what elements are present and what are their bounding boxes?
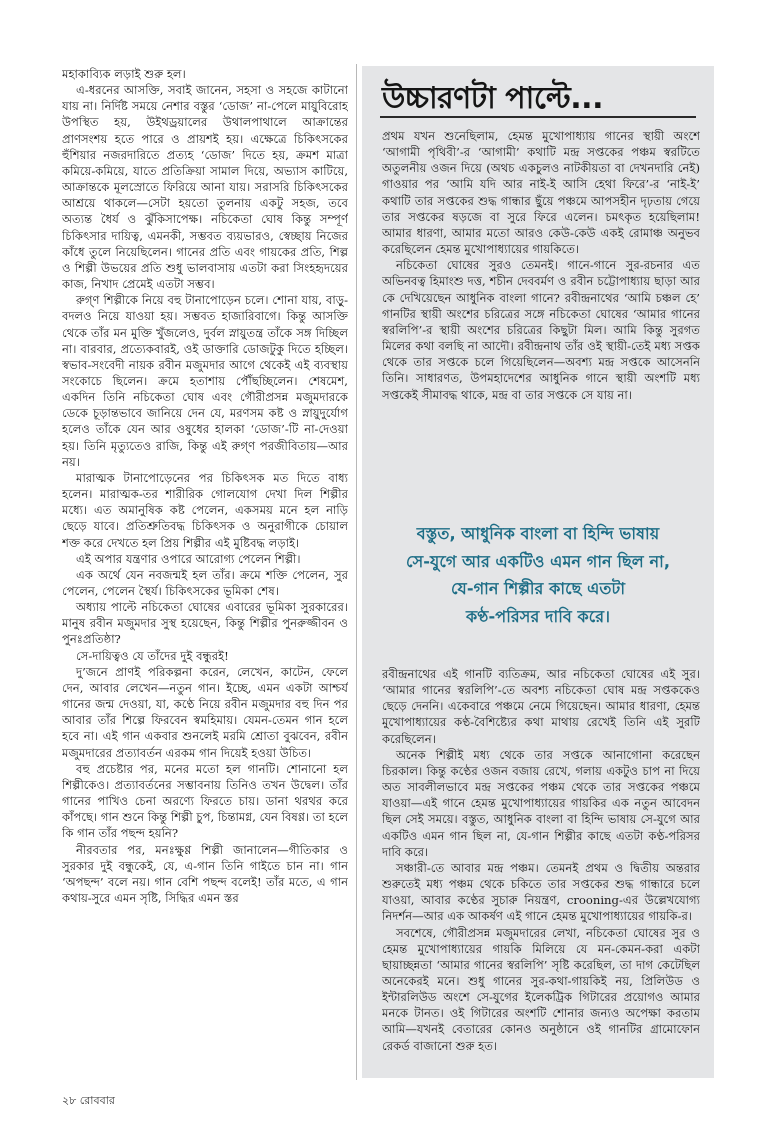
- sidebar-title: উচ্চারণটা পাল্টে...: [382, 81, 603, 116]
- left-paragraph: মারাত্মক টানাপোড়েনের পর চিকিৎসক মত দিতে বাধ্য হলেন। মারাত্মক-তর শারীরিক গোলযোগ দেখা দিল শিল্পীর মধ্যে। এত অমানুষিক কষ্ট পেলেন, একসময় মনে হল নাড়ি ছেড়ে যাবে। প্রতিশ্রুতিবদ্ধ চিকিৎসক ও অনুরাগীকে চোয়াল শক্ত করে দেখতে হল প্রিয় শিল্পীর এই মুষ্টিবদ্ধ লড়াই।: [62, 470, 348, 550]
- pull-quote-line: সে-যুগে আর একটিও এমন গান ছিল না,: [406, 551, 670, 571]
- left-paragraph: দু’জনে প্রাণই পরিকল্পনা করেন, লেখেন, কাটেন, ফেলে দেন, আবার লেখেন—নতুন গান। ইচ্ছে, এমন একটা আশ্চর্য গানের জন্ম দেওয়া, যা, কণ্ঠে নিয়ে রবীন মজুমদার বহু দিন পর আবার তাঁর শিল্পে ফিরবেন স্বমহিমায়। যেমন-তেমন গান হলে হবে না। এই গান একবার শুনলেই মরমি শ্রোতা বুঝবেন, রবীন মজুমদারের প্রত্যাবর্তন এরকম গান দিয়েই হওয়া উচিত।: [62, 664, 348, 760]
- sidebar-text-bottom: [382, 666, 700, 1074]
- sidebar-paragraph: নচিকেতা ঘোষের সুরও তেমনই। গানে-গানে সুর-রচনার এত অভিনবত্ব হিমাংশু দত্ত, শচীন দেববর্মণ ও রবীন চট্টোপাধ্যায় ছাড়া আর কে দেখিয়েছেন আধুনিক বাংলা গানে? রবীন্দ্রনাথের ‘আমি চঞ্চল হে’ গানটির স্থায়ী অংশের চরিত্রের সঙ্গে নচিকেতা ঘোষের ‘আমার গানের স্বরলিপি’-র স্থায়ী অংশের চরিত্রের কিছুটা মিল। আমি কিন্তু সুরগত মিলের কথা বলছি না আদৌ। রবীন্দ্রনাথ তাঁর ওই স্থায়ী-তেই মধ্য সপ্তক থেকে তার সপ্তকে চলে গিয়েছিলেন—অবশ্য মন্দ্র সপ্তকে আসেননি তিনি। সাধারণত, উপমহাদেশের আধুনিক গানে স্থায়ী অংশটি মধ্য সপ্তকেই সীমাবদ্ধ থাকে, মন্দ্র বা তার সপ্তকে সে যায় না।: [382, 258, 700, 402]
- pull-quote: [372, 520, 704, 630]
- left-paragraph: অধ্যায় পাল্টে নচিকেতা ঘোষের এবারের ভূমিকা সুরকারের। মানুষ রবীন মজুমদার সুস্থ হয়েছেন, কিন্তু শিল্পীর পুনরুজ্জীবন ও পুনঃপ্রতিষ্ঠা?: [62, 600, 348, 647]
- left-paragraph: এক অর্থে যেন নবজন্মই হল তাঁর। ক্রমে শক্তি পেলেন, সুর পেলেন, পেলেন স্থৈর্য। চিকিৎসকের ভূমিকা শেষ।: [62, 567, 348, 598]
- page-number: ২৮: [62, 1094, 77, 1107]
- title-rule: [380, 116, 696, 118]
- sidebar-paragraph: রবীন্দ্রনাথের এই গানটি ব্যতিক্রম, আর নচিকেতা ঘোষের এই সুর। ‘আমার গানের স্বরলিপি’-তে অবশ্য নচিকেতা ঘোষ মন্দ্র সপ্তককেও ছেড়ে দেননি। একেবারে পঞ্চমে নেমে গিয়েছেন। আমার ধারণা, হেমন্ত মুখোপাধ্যায়ের কণ্ঠ-বৈশিষ্ট্যের কথা মাথায় রেখেই তিনি এই সুরটি করেছিলেন।: [382, 667, 700, 746]
- sidebar-text-top: [382, 128, 700, 504]
- left-paragraph: এ-ধরনের আসক্তি, সবাই জানেন, সহসা ও সহজে কাটানো যায় না। নির্দিষ্ট সময়ে নেশার বস্তুর ‘ডোজ’ না-পেলে মায়ুবিরোহ উপস্থিত হয়, উইথড্রয়ালের উথালপাথালে আক্রান্তের প্রাণসংশয় হতে পারে ও প্রায়শই হয়। এক্ষেত্রে চিকিৎসকের হুঁশিয়ার নজরদারিতে প্রত্যহ ‘ডোজ’ দিতে হয়, ক্রমশ মাত্রা কমিয়ে-কমিয়ে, যাতে প্রতিক্রিয়া সামাল দিয়ে, অভ্যাস কাটিয়ে, আক্রান্তকে মূলস্রোতে ফিরিয়ে আনা যায়। সরাসরি চিকিৎসকের আশ্রয়ে থাকলে—সেটা হয়তো তুলনায় একটু সহজ, তবে অত্যন্ত ধৈর্য ও ঝুঁকিসাপেক্ষ। নচিকেতা ঘোষ কিন্তু সম্পূর্ণ চিকিৎসার দায়িত্ব, এমনকী, সম্ভবত ব্যয়ভারও, স্বেচ্ছায় নিজের কাঁধে তুলে নিয়েছিলেন। গানের প্রতি এবং গায়কের প্রতি, শিল্প ও শিল্পী উভয়ের প্রতি শুধু ভালবাসায় এতটা করা সিংহহৃদয়ের কাজ, নিখাদ প্রেমেই এতটা সম্ভব।: [62, 83, 348, 292]
- column-divider: [356, 64, 357, 1080]
- left-paragraph: এই অপার যন্ত্রণার ওপারে আরোগ্য পেলেন শিল্পী।: [76, 551, 301, 566]
- pull-quote-line: যে-গান শিল্পীর কাছে এতটা: [450, 579, 626, 598]
- left-column: [62, 66, 348, 1066]
- sidebar-box: [362, 66, 714, 1078]
- pull-quote-line: বস্তুত, আধুনিক বাংলা বা হিন্দি ভাষায়: [416, 524, 660, 543]
- sidebar-paragraph: প্রথম যখন শুনেছিলাম, হেমন্ত মুখোপাধ্যায় গানের স্থায়ী অংশে ‘আগামী পৃথিবী’-র ‘আগামী’ কথাটি মন্দ্র সপ্তকের পঞ্চম স্বরটিতে অতুলনীয় ওজন দিয়ে (অথচ একচুলও নাটকীয়তা বা দেখনদারি নেই) গাওয়ার পর ‘আমি যদি আর নাই-ই আসি হেথা ফিরে’-র ‘নাই-ই’ কথাটি তার সপ্তকের শুদ্ধ গান্ধার ছুঁয়ে পঞ্চমে আপসহীন দৃঢ়তায় গেয়ে তার সপ্তকের ষড়জে বা সুরে ফিরে এলেন। চমৎকৃত হয়েছিলাম! আমার ধারণা, আমার মতো আরও কেউ-কেউ একই রোমাঞ্চ অনুভব করেছিলেন হেমন্ত মুখোপাধ্যায়ের গায়কিতে।: [382, 129, 700, 257]
- left-paragraph: রুগ্ণ শিল্পীকে নিয়ে বহু টানাপোড়েন চলে। শোনা যায়, বাড়ু-বদলও নিয়ে যাওয়া হয়। সম্ভবত হাজারিবাগে। কিন্তু আসক্তি থেকে তাঁর মন মুক্তি খুঁজলেও, দুর্বল স্নায়ুতন্ত্র তাঁকে সঙ্গ দিচ্ছিল না। বারবার, প্রত্যেকবারই, ওই ডাক্তারি ডোজটুকু দিতে হচ্ছিল। স্বভাব-সংবেদী নায়ক রবীন মজুমদার আগে থেকেই এই ব্যবস্থায় সংকোচে ছিলেন। ক্রমে হতাশায় পৌঁছচ্ছিলেন। শেষমেশ, একদিন তিনি নচিকেতা ঘোষ এবং গৌরীপ্রসন্ন মজুমদারকে ডেকে চূড়ান্তভাবে জানিয়ে দেন যে, মরণসম কষ্ট ও স্নায়ুদুর্যোগ হলেও তাঁকে যেন আর ওষুধের হালকা ‘ডোজ’-টি না-দেওয়া হয়। তিনি মৃত্যুতেও রাজি, কিন্তু এই রুগ্ণ পরজীবিতায়—আর নয়।: [62, 293, 348, 469]
- left-paragraph: নীরবতার পর, মনঃক্ষুণ্ণ শিল্পী জানালেন—গীতিকার ও সুরকার দুই বন্ধুকেই, যে, এ-গান তিনি গাইতে চান না। গান ‘অপছন্দ’ বলে নয়। গান বেশি পছন্দ বলেই! তাঁর মতে, এ গান কথায়-সুরে এমন সৃষ্টি, সিদ্ধির এমন স্তর: [62, 842, 348, 905]
- sidebar-paragraph: অনেক শিল্পীই মধ্য থেকে তার সপ্তকে আনাগোনা করেছেন চিরকাল। কিন্তু কণ্ঠের ওজন বজায় রেখে, গলায় একটুও চাপ না দিয়ে অত সাবলীলভাবে মন্দ্র সপ্তকের পঞ্চম থেকে তার সপ্তকের পঞ্চমে যাওয়া—এই গানে হেমন্ত মুখোপাধ্যায়ের গায়কির এক নতুন আবেদন ছিল সেই সময়ে। বস্তুত, আধুনিক বাংলা বা হিন্দি ভাষায় সে-যুগে আর একটিও এমন গান ছিল না, যে-গান শিল্পীর কাছে এতটা কণ্ঠ-পরিসর দাবি করে।: [382, 747, 700, 859]
- publication-name: রোববার: [79, 1094, 115, 1107]
- page-footer: [62, 1092, 115, 1111]
- sidebar-paragraph: সবশেষে, গৌরীপ্রসন্ন মজুমদারের লেখা, নচিকেতা ঘোষের সুর ও হেমন্ত মুখোপাধ্যায়ের গায়কি মিলিয়ে যে মন-কেমন-করা একটা ছায়াচ্ছন্নতা ‘আমার গানের স্বরলিপি’ সৃষ্টি করেছিল, তা দাগ কেটেছিল অনেকেরই মনে। শুধু গানের সুর-কথা-গায়কিই নয়, প্রিলিউড ও ইন্টারলিউড অংশে সে-যুগের ইলেকট্রিক গিটারের প্রয়োগও আমার মনকে টানত। ওই গিটারের অংশটি শোনার জন্যও অপেক্ষা করতাম আমি—যখনই বেতারের কোনও অনুষ্ঠানে ওই গানটির গ্রামোফোন রেকর্ড বাজানো শুরু হত।: [382, 925, 700, 1053]
- left-paragraph: সে-দায়িত্বও যে তাঁদের দুই বন্ধুরই!: [76, 648, 229, 663]
- pull-quote-line: কণ্ঠ-পরিসর দাবি করে।: [465, 606, 611, 626]
- left-paragraph: বহু প্রচেষ্টার পর, মনের মতো হল গানটি। শোনানো হল শিল্পীকেও। প্রত্যাবর্তনের সম্ভাবনায় তিনিও তখন উদ্বেল। তাঁর গানের পাখিও চেনা অরণ্যে ফিরতে চায়। ডানা থরথর করে কাঁপছে। গান শুনে কিন্তু শিল্পী চুপ, চিন্তামগ্ন, যেন বিষণ্ণ। তা হলে কি গান তাঁর পছন্দ হয়নি?: [62, 761, 348, 841]
- sidebar-paragraph: সঞ্চারী-তে আবার মন্দ্র পঞ্চম। তেমনই প্রথম ও দ্বিতীয় অন্তরার শুরুতেই মধ্য পঞ্চম থেকে চকিতে তার সপ্তকের শুদ্ধ গান্ধারে চলে যাওয়া, আবার কণ্ঠের সুচারু নিয়ন্ত্রণ, crooning-এর উল্লেখযোগ্য নিদর্শন—আর এক আকর্ষণ এই গানে হেমন্ত মুখোপাধ্যায়ের গায়কি-র।: [382, 860, 700, 924]
- left-paragraph: মহাকাব্যিক লড়াই শুরু হল।: [62, 67, 186, 81]
